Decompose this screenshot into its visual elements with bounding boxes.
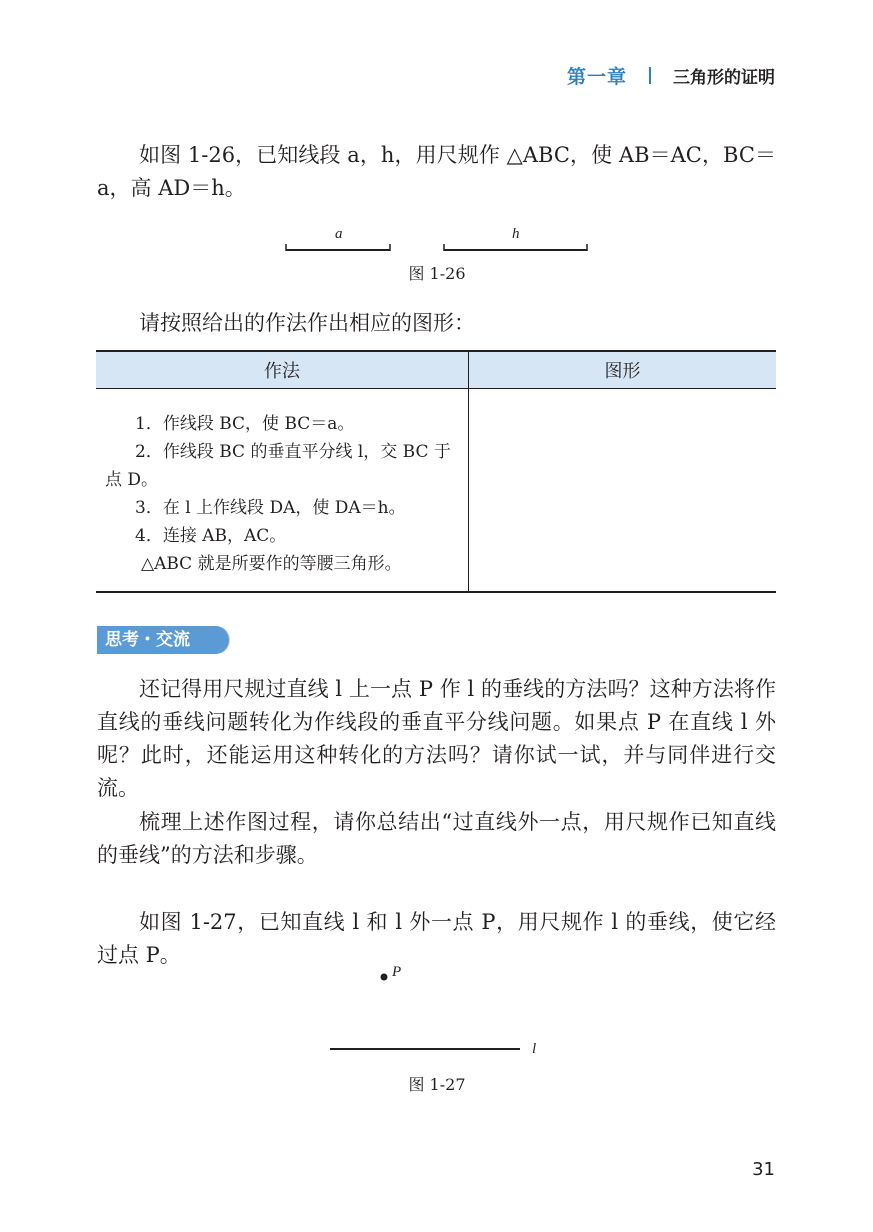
running-header [567, 62, 775, 89]
table-header-method: 作法 [96, 351, 469, 389]
paragraph-1: 如图 1-26，已知线段 a，h，用尺规作 △ABC，使 AB＝AC，BC＝a，高 AD＝h。 [97, 143, 776, 200]
step-2-cont: 点 D。 [105, 470, 159, 490]
construction-table [96, 350, 776, 593]
step-1: 1．作线段 BC，使 BC＝a。 [135, 414, 355, 434]
paragraph-4: 梳理上述作图过程，请你总结出“过直线外一点，用尺规作已知直线的垂线”的方法和步骤。 [97, 810, 776, 867]
step-2: 2．作线段 BC 的垂直平分线 l，交 BC 于 [135, 442, 451, 462]
figure-1-27-caption: 图 1-27 [408, 1075, 466, 1094]
line-l-label: l [532, 1041, 537, 1057]
figure-1-26-caption: 图 1-26 [408, 264, 466, 283]
conclusion: △ABC 就是所要作的等腰三角形。 [141, 554, 402, 574]
paragraph-3: 还记得用尺规过直线 l 上一点 P 作 l 的垂线的方法吗？这种方法将作直线的垂线问题转化为作线段的垂直平分线问题。如果点 P 在直线 l 外呢？此时，还能运用这种转化的方法吗？请你试一试，并与同伴进行交流。 [97, 677, 776, 800]
segment-h [444, 244, 587, 251]
header-divider [649, 67, 651, 84]
figure-1-27 [320, 960, 540, 1060]
chapter-title: 三角形的证明 [673, 68, 775, 88]
table-header-figure: 图形 [469, 351, 777, 389]
figure-1-26 [270, 220, 610, 265]
step-3: 3．在 l 上作线段 DA，使 DA＝h。 [135, 498, 406, 518]
segment-a [286, 244, 390, 251]
segment-h-label: h [512, 226, 520, 242]
page-number: 31 [752, 1159, 775, 1180]
point-p-label: P [392, 964, 402, 980]
paragraph-2: 请按照给出的作法作出相应的图形： [139, 311, 475, 335]
figure-cell [469, 389, 777, 593]
think-discuss-badge: 思考・交流 [97, 626, 229, 654]
point-p [381, 974, 388, 981]
segment-a-label: a [335, 226, 343, 242]
method-cell [96, 389, 469, 593]
chapter-label: 第一章 [566, 66, 627, 88]
paragraph-5: 如图 1-27，已知直线 l 和 l 外一点 P，用尺规作 l 的垂线，使它经过点 P。 [97, 910, 776, 967]
step-4: 4．连接 AB，AC。 [135, 526, 287, 546]
